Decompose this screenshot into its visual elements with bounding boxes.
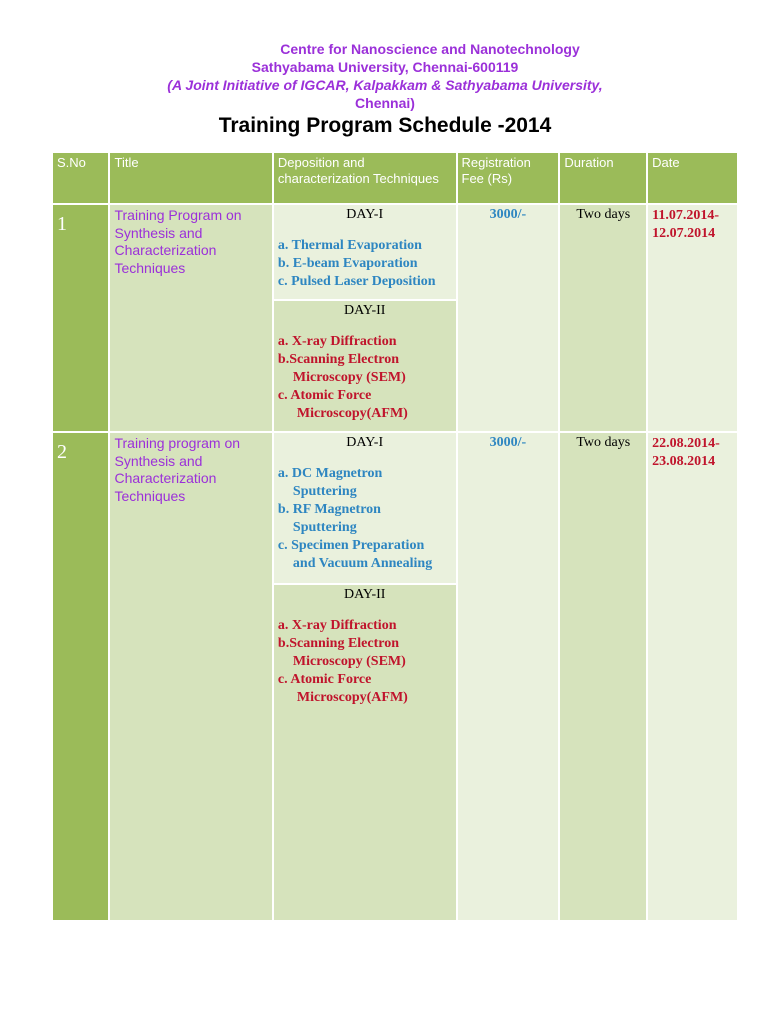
technique-item: Microscopy(AFM)	[296, 690, 408, 705]
day2-label: DAY-II	[343, 303, 386, 318]
row-duration: Two days	[560, 205, 646, 431]
technique-item: c. Specimen Preparation	[277, 538, 425, 553]
technique-item: Sputtering	[292, 520, 357, 535]
row-sno: 1	[53, 205, 108, 431]
technique-item: a. Thermal Evaporation	[277, 238, 422, 253]
col-header-title: Title	[110, 153, 271, 203]
date-start: 11.07.2014-	[652, 208, 720, 223]
table-row	[53, 205, 737, 299]
row-date	[648, 433, 737, 920]
row-day2-cell	[274, 301, 456, 431]
col-header-sno: S.No	[53, 153, 108, 203]
technique-item: c. Pulsed Laser Deposition	[277, 274, 436, 289]
header-centre-name: Centre for Nanoscience and Nanotechnology	[280, 41, 580, 57]
date-end: 12.07.2014	[652, 226, 716, 241]
document-header	[0, 40, 770, 112]
technique-item: Microscopy (SEM)	[292, 370, 406, 385]
col-header-fee: Registration Fee (Rs)	[458, 153, 559, 203]
table-row	[53, 433, 737, 583]
header-city: Chennai)	[355, 95, 415, 111]
col-header-techniques: Deposition and characterization Techniques	[274, 153, 456, 203]
technique-item: b. RF Magnetron	[277, 502, 381, 517]
row-fee: 3000/-	[458, 433, 559, 920]
row-day1-cell	[274, 433, 456, 583]
technique-item: Sputtering	[292, 484, 357, 499]
header-joint-initiative: (A Joint Initiative of IGCAR, Kalpakkam & Sathyabama University,	[167, 77, 603, 93]
col-header-duration: Duration	[560, 153, 646, 203]
day2-label: DAY-II	[343, 587, 386, 602]
technique-item: Microscopy(AFM)	[296, 406, 408, 421]
schedule-table	[51, 151, 739, 922]
date-start: 22.08.2014-	[652, 436, 720, 451]
row-fee: 3000/-	[458, 205, 559, 431]
technique-item: c. Atomic Force	[277, 672, 372, 687]
header-university: Sathyabama University, Chennai-600119	[251, 59, 519, 75]
technique-item: Microscopy (SEM)	[292, 654, 406, 669]
technique-item: and Vacuum Annealing	[292, 556, 433, 571]
technique-item: b. E-beam Evaporation	[277, 256, 418, 271]
day1-label: DAY-I	[346, 435, 384, 450]
row-duration: Two days	[560, 433, 646, 920]
row-title: Training program on Synthesis and Characterization Techniques	[110, 433, 271, 920]
technique-item: b.Scanning Electron	[277, 636, 400, 651]
technique-item: a. X-ray Diffraction	[277, 618, 397, 633]
technique-item: c. Atomic Force	[277, 388, 372, 403]
row-day1-cell	[274, 205, 456, 299]
row-sno: 2	[53, 433, 108, 920]
col-header-date: Date	[648, 153, 737, 203]
technique-item: a. X-ray Diffraction	[277, 334, 397, 349]
row-date	[648, 205, 737, 431]
page-title: Training Program Schedule -2014	[218, 114, 552, 137]
day1-label: DAY-I	[346, 207, 384, 222]
technique-item: b.Scanning Electron	[277, 352, 400, 367]
row-title: Training Program on Synthesis and Characterization Techniques	[110, 205, 271, 431]
table-header-row	[53, 153, 737, 203]
technique-item: a. DC Magnetron	[277, 466, 383, 481]
row-day2-cell	[274, 585, 456, 920]
date-end: 23.08.2014	[652, 454, 716, 469]
